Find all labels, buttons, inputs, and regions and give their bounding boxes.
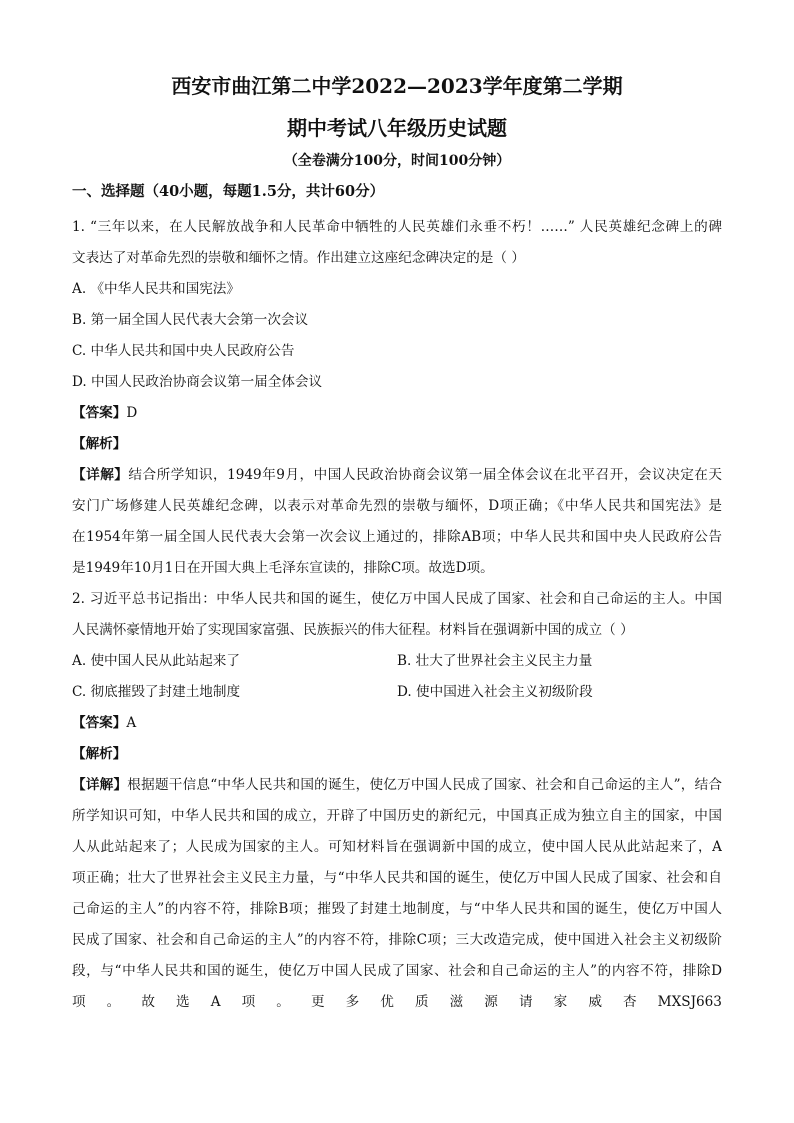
- token: 优: [380, 994, 394, 1010]
- q2-detail-label: 【详解】: [72, 777, 128, 793]
- exam-title-line1: 西安市曲江第二中学2022—2023学年度第二学期: [171, 74, 623, 98]
- q2-option-a: A. 使中国人民从此站起来了: [72, 653, 240, 669]
- exam-title-line2: 期中考试八年级历史试题: [287, 116, 507, 140]
- token: 。: [276, 994, 290, 1010]
- q2-detail-line3: 人从此站起来了；人民成为国家的主人。可知材料旨在强调新中国的成立，使中国人民从此站起来了，A: [72, 839, 722, 855]
- token: 项: [241, 994, 256, 1010]
- q1-option-c: C. 中华人民共和国中央人民政府公告: [72, 343, 295, 359]
- q2-detail-line6: 民成了国家、社会和自己命运的主人”的内容不符，排除C项；三大改造完成，使中国进入社会主义初级阶: [72, 932, 722, 948]
- section-heading: 一、选择题（40小题，每题1.5分，共计60分）: [72, 183, 385, 200]
- q2-option-b: B. 壮大了世界社会主义民主力量: [397, 653, 593, 669]
- watermark-code: MXSJ663: [657, 994, 722, 1010]
- q1-stem-line1: 1. “三年以来，在人民解放战争和人民革命中牺牲的人民英雄们永垂不朽！……” 人民英雄纪念碑上的碑: [72, 219, 722, 235]
- q1-detail-line4: 是1949年10月1日在开国大典上毛泽东宣读的，排除C项。故选D项。: [72, 560, 494, 576]
- q1-option-d: D. 中国人民政治协商会议第一届全体会议: [72, 374, 323, 390]
- q1-detail-label: 【详解】: [72, 467, 129, 483]
- q1-stem-line2: 文表达了对革命先烈的崇敬和缅怀之情。作出建立这座纪念碑决定的是（ ）: [72, 250, 525, 266]
- token: 故: [141, 994, 155, 1010]
- token: 滋: [449, 994, 464, 1010]
- token: 家: [553, 994, 568, 1010]
- token: 更: [310, 994, 325, 1010]
- token: 质: [414, 994, 429, 1010]
- q2-answer-label: 【答案】: [72, 715, 127, 731]
- q2-answer-value: A: [126, 715, 137, 731]
- token: 请: [518, 994, 533, 1010]
- q2-detail-line5: 己命运的主人”的内容不符，排除B项；摧毁了封建土地制度，与“中华人民共和国的诞生，使亿万中国人: [72, 901, 722, 917]
- token: 源: [484, 994, 498, 1010]
- token: 项: [72, 994, 86, 1010]
- q2-option-d: D. 使中国进入社会主义初级阶段: [397, 684, 593, 700]
- token: 选: [176, 994, 190, 1010]
- question-content: [72, 212, 722, 1018]
- q1-answer-label: 【答案】: [72, 405, 127, 421]
- q2-detail-line7: 段，与“中华人民共和国的诞生，使亿万中国人民成了国家、社会和自己命运的主人”的内容不符，排除D: [72, 963, 722, 979]
- q2-analysis-label: 【解析】: [72, 746, 127, 762]
- q1-detail-line1: [72, 460, 722, 491]
- q2-stem-line2: 人民满怀豪情地开始了实现国家富强、民族振兴的伟大征程。材料旨在强调新中国的成立（ ）: [72, 622, 634, 638]
- q1-answer-value: D: [126, 405, 138, 421]
- q2-detail-text1: 根据题干信息“中华人民共和国的诞生，使亿万中国人民成了国家、社会和自己命运的主人”，结合: [127, 777, 722, 793]
- token: A: [210, 994, 221, 1010]
- q2-answer: [72, 708, 722, 739]
- q2-stem-line1: 2. 习近平总书记指出：中华人民共和国的诞生，使亿万中国人民成了国家、社会和自己命运的主人。中国: [72, 591, 722, 607]
- q2-detail-line2: 所学知识可知，中华人民共和国的成立，开辟了中国历史的新纪元，中国真正成为独立自主的国家，中国: [72, 808, 722, 824]
- q2-detail-last-line: [72, 987, 722, 1018]
- q1-detail-text1: 结合所学知识，1949年9月，中国人民政治协商会议第一届全体会议在北平召开，会议决定在天: [128, 467, 722, 483]
- q1-analysis-label: 【解析】: [72, 436, 127, 452]
- q2-options-row2: [72, 677, 722, 708]
- q2-detail-line1: [72, 770, 722, 801]
- token: 威: [588, 994, 602, 1010]
- q1-option-a: A. 《中华人民共和国宪法》: [72, 281, 240, 297]
- q1-detail-line3: 在1954年第一届全国人民代表大会第一次会议上通过的，排除AB项；中华人民共和国中央人民政府公告: [72, 529, 722, 545]
- q2-detail-line4: 项正确；壮大了世界社会主义民主力量，与“中华人民共和国的诞生，使亿万中国人民成了国家、社会和自: [72, 870, 722, 886]
- token: 杏: [622, 994, 637, 1010]
- q1-answer: [72, 398, 722, 429]
- token: 多: [345, 994, 360, 1010]
- token: 。: [106, 994, 121, 1010]
- q1-option-b: B. 第一届全国人民代表大会第一次会议: [72, 312, 309, 328]
- q2-options-row1: [72, 646, 722, 677]
- q1-detail-line2: 安门广场修建人民英雄纪念碑，以表示对革命先烈的崇敬与缅怀，D项正确；《中华人民共和国宪法》是: [72, 498, 722, 514]
- q2-option-c: C. 彻底摧毁了封建土地制度: [72, 684, 241, 700]
- exam-subtitle: （全卷满分100分，时间100分钟）: [283, 153, 511, 169]
